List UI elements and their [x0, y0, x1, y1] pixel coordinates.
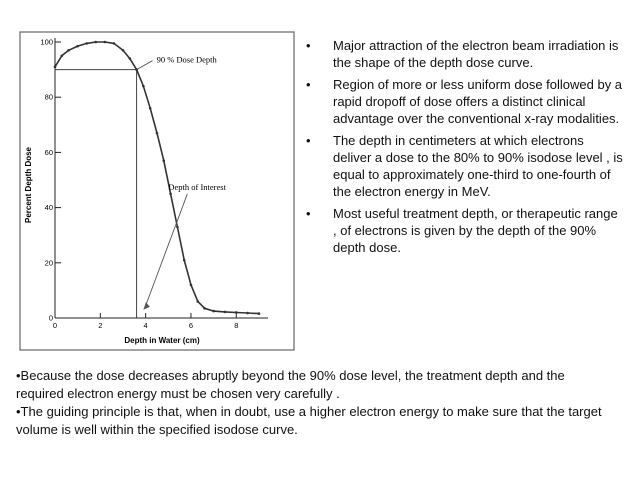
bullet-dot: • — [306, 77, 311, 92]
y-tick-label: 60 — [44, 147, 53, 157]
bullet-text-1: Major attraction of the electron beam irradiation is the shape of the depth dose curve. — [333, 38, 619, 70]
data-point — [142, 85, 145, 88]
bullet-dot: • — [306, 133, 311, 148]
bullet-item-1 — [306, 37, 624, 71]
data-point — [113, 42, 116, 45]
data-point — [67, 49, 70, 52]
data-point — [212, 310, 215, 313]
data-point — [104, 41, 107, 44]
bullet-dot: • — [306, 38, 311, 53]
bottom-note-1: •Because the dose decreases abruptly beyond the 90% dose level, the treatment depth and the required electron energy must be chosen very carefully . — [16, 368, 565, 401]
bottom-note-2: •The guiding principle is that, when in doubt, use a higher electron energy to make sure that the target volume is well within the specified isodose curve. — [16, 404, 602, 437]
data-point — [235, 311, 238, 314]
x-tick-label: 4 — [143, 321, 148, 330]
bullet-list — [306, 37, 624, 261]
bullet-text-4: Most useful treatment depth, or therapeutic range , of electrons is given by the depth of the 90% depth dose. — [333, 206, 618, 255]
dose-90-annotation: 90 % Dose Depth — [156, 54, 217, 65]
y-tick-label: 100 — [40, 37, 53, 47]
bullet-text-2: Region of more or less uniform dose followed by a rapid dropoff of dose offers a distinct clinical advantage over the conventional x-ray modalities. — [333, 77, 623, 126]
data-point — [94, 41, 97, 44]
y-tick-label: 0 — [48, 313, 53, 323]
bullet-item-2 — [306, 76, 624, 127]
depth-dose-figure — [18, 30, 296, 352]
x-tick-label: 0 — [52, 321, 58, 330]
data-point — [196, 300, 199, 303]
data-point — [135, 68, 138, 71]
data-point — [190, 284, 193, 287]
x-tick-label: 2 — [98, 321, 103, 330]
data-point — [60, 55, 63, 58]
y-tick-label: 20 — [44, 258, 53, 268]
data-point — [156, 132, 159, 135]
x-tick-label: 8 — [234, 321, 239, 330]
data-point — [76, 45, 79, 48]
data-point — [85, 42, 88, 45]
data-point — [246, 312, 249, 315]
data-point — [162, 159, 165, 162]
depth-dose-chart — [18, 30, 296, 352]
data-point — [176, 226, 179, 229]
bullet-dot: • — [306, 206, 311, 221]
data-point — [149, 107, 152, 110]
data-point — [169, 193, 172, 196]
depth-of-interest-annotation: Depth of Interest — [168, 181, 226, 192]
bullet-item-3 — [306, 132, 624, 200]
bullet-item-4 — [306, 205, 624, 256]
chart-frame — [20, 32, 294, 350]
data-point — [128, 57, 131, 60]
y-tick-label: 40 — [44, 203, 53, 213]
data-point — [122, 49, 125, 52]
x-tick-label: 6 — [188, 321, 194, 330]
y-axis-title: Percent Depth Dose — [24, 146, 33, 224]
x-axis-title: Depth in Water (cm) — [124, 336, 200, 345]
y-tick-label: 80 — [44, 92, 53, 102]
data-point — [224, 311, 227, 314]
bullet-text-3: The depth in centimeters at which electrons deliver a dose to the 80% to 90% isodose level , is equal to approximately one-third to one-fourth of the electron energy in MeV. — [333, 133, 623, 199]
data-point — [258, 312, 261, 315]
data-point — [203, 307, 206, 310]
data-point — [183, 259, 186, 262]
bottom-notes — [16, 367, 616, 439]
